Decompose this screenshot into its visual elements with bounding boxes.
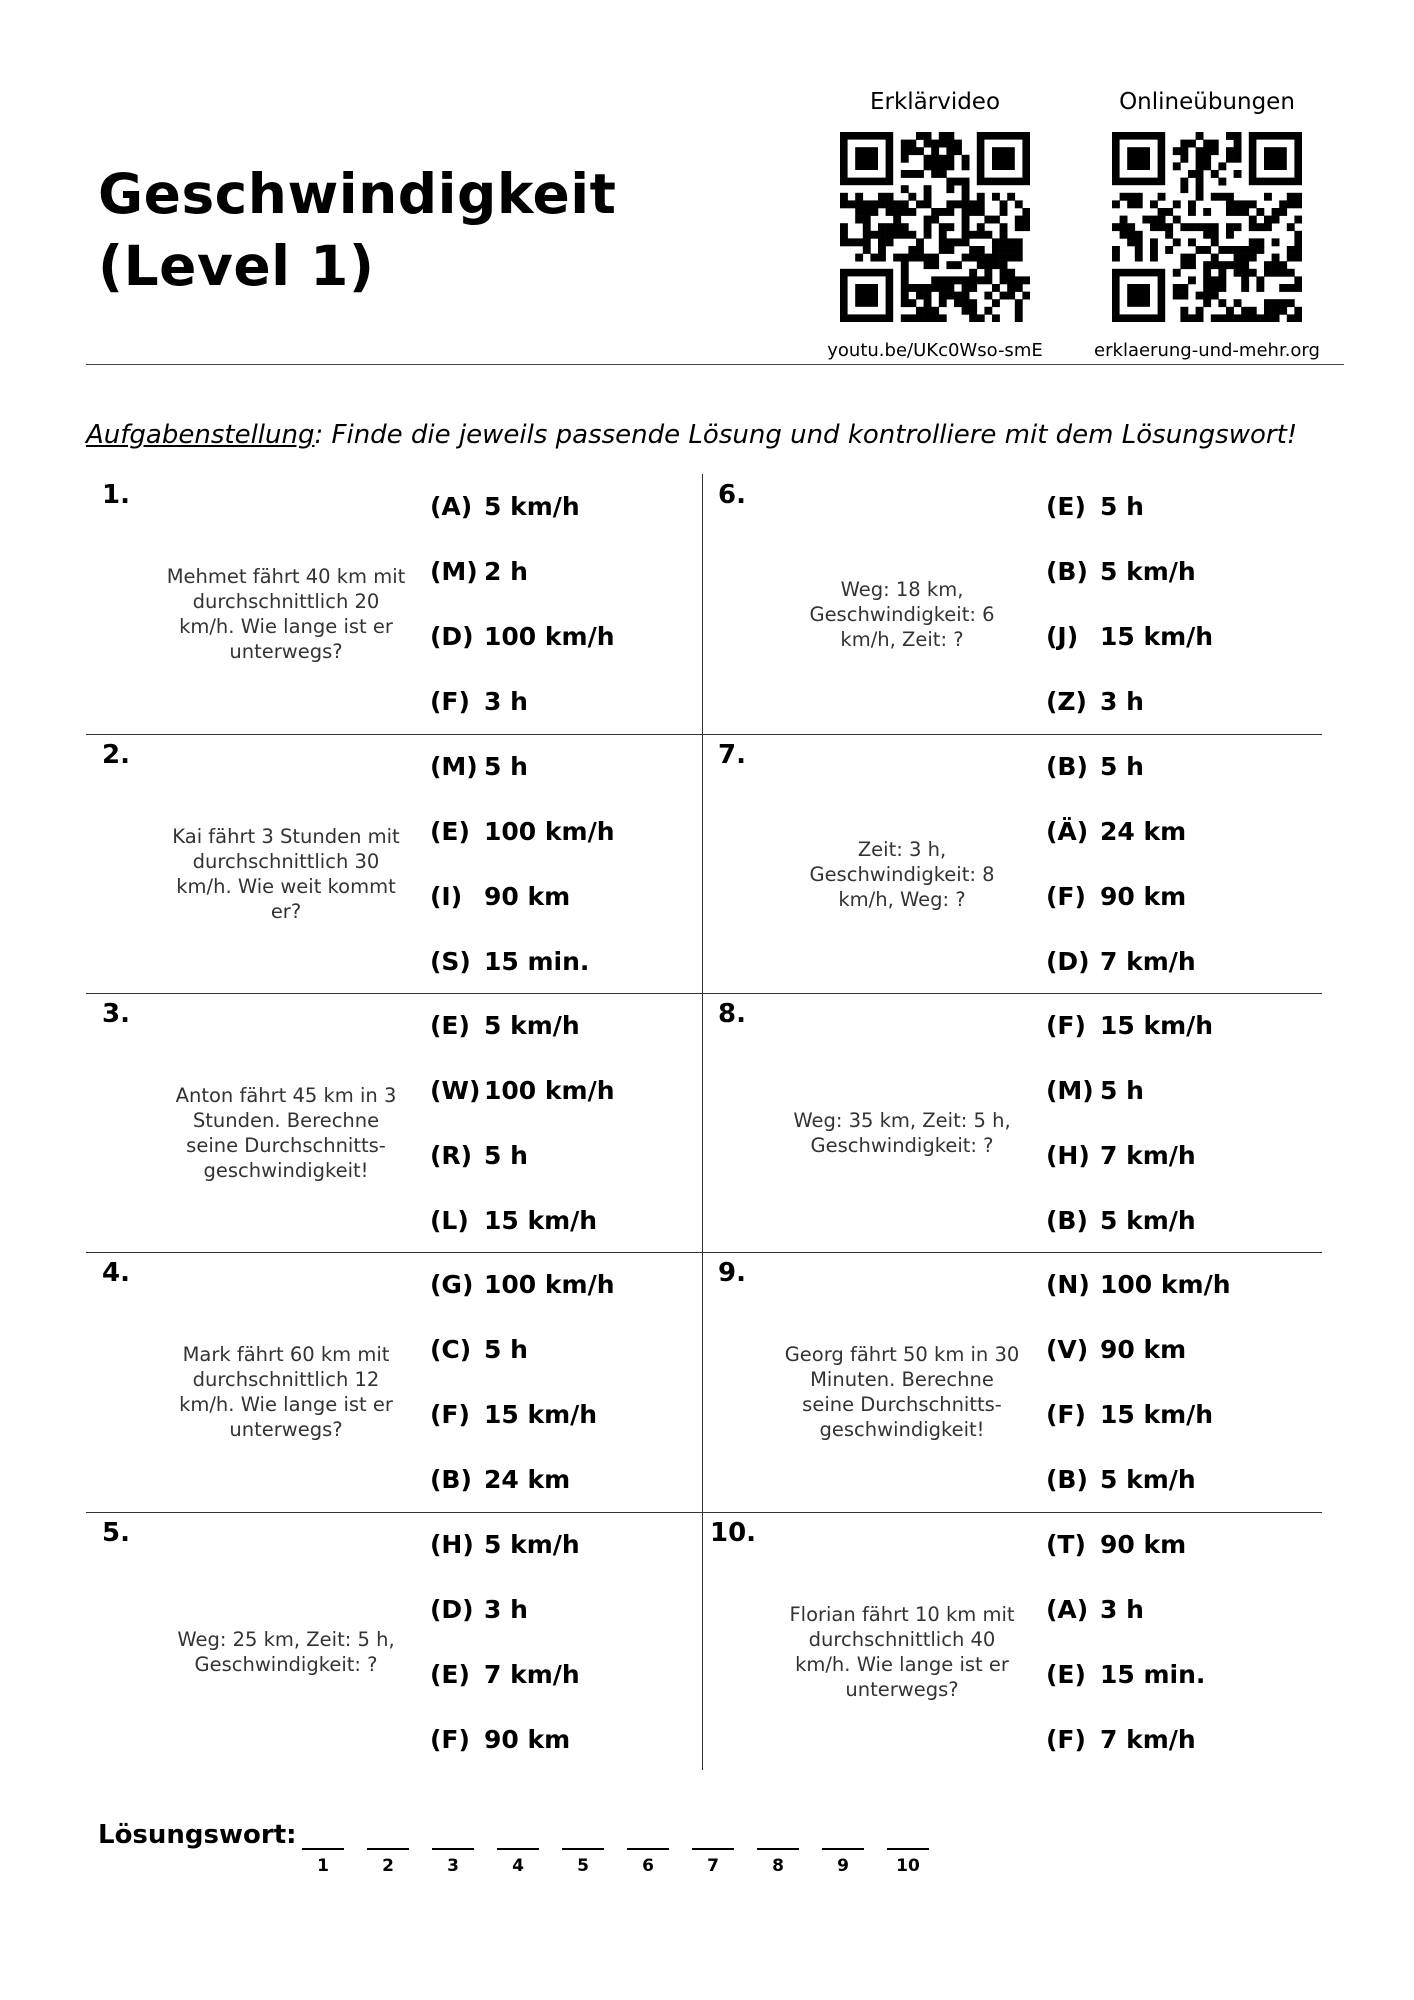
answer-option [1046,734,1318,799]
task-6 [702,474,1318,734]
task-number: 4. [102,1258,130,1288]
answer-option [430,1447,702,1512]
task-number: 7. [718,740,746,770]
task-number: 10. [710,1518,757,1548]
answer-options [430,1252,702,1512]
task-question: Weg: 35 km, Zeit: 5 h, Geschwindigkeit: ? [793,1109,1011,1157]
answer-value: 7 km/h [484,1660,580,1689]
answer-value: 100 km/h [484,622,615,651]
task-question: Kai fährt 3 Stunden mit durchschnittlich 30 km/h. Wie weit kommt er? [172,825,400,923]
answer-option [430,993,702,1058]
answer-letter: (F) [1046,1400,1086,1429]
blank-number: 6 [642,1856,654,1876]
answer-letter: (E) [1046,1660,1086,1689]
instruction [86,420,1297,450]
answer-letter: (V) [1046,1335,1089,1364]
solution-blank[interactable] [302,1826,344,1876]
qr-online-label: Onlineübungen [1119,89,1295,115]
instruction-text: : Finde die jeweils passende Lösung und kontrolliere mit dem Lösungswort! [314,420,1298,450]
answer-option [1046,929,1318,994]
answer-option [430,864,702,929]
task-question: Anton fährt 45 km in 3 Stunden. Berechne seine Durchschnitts-geschwindigkeit! [175,1084,397,1182]
answer-letter: (I) [430,882,463,911]
answer-letter: (F) [430,687,470,716]
answer-value: 5 h [1100,1076,1144,1105]
answer-letter: (G) [430,1270,474,1299]
answer-letter: (E) [430,1660,470,1689]
answer-value: 15 min. [484,947,590,976]
answer-value: 3 h [484,1595,528,1624]
answer-value: 5 km/h [484,492,580,521]
answer-option [430,1577,702,1642]
answer-value: 5 h [484,752,528,781]
task-number: 9. [718,1258,746,1288]
answer-value: 90 km [484,882,571,911]
answer-option [430,929,702,994]
answer-options [430,993,702,1253]
answer-letter: (S) [430,947,471,976]
task-question: Weg: 25 km, Zeit: 5 h, Geschwindigkeit: ? [177,1628,395,1676]
task-2 [86,734,702,994]
solution-blank[interactable] [562,1826,604,1876]
task-1 [86,474,702,734]
answer-option [430,1188,702,1253]
answer-letter: (C) [430,1335,472,1364]
answer-value: 7 km/h [1100,1141,1196,1170]
answer-letter: (Z) [1046,687,1087,716]
answer-value: 5 km/h [1100,1206,1196,1235]
answer-option [430,539,702,604]
answer-letter: (D) [430,622,474,651]
task-number: 3. [102,999,130,1029]
answer-option [430,1317,702,1382]
answer-options [430,474,702,734]
answer-option [1046,1447,1318,1512]
task-number: 8. [718,999,746,1029]
answer-option [430,1382,702,1447]
answer-letter: (M) [430,752,478,781]
answer-option [430,1642,702,1707]
answer-letter: (F) [1046,1725,1086,1754]
solution-blanks [302,1826,942,1886]
answer-value: 5 km/h [484,1011,580,1040]
answer-letter: (E) [1046,492,1086,521]
answer-option [430,1252,702,1317]
answer-value: 24 km [1100,817,1187,846]
task-question: Florian fährt 10 km mit durchschnittlich 40 km/h. Wie lange ist er unterwegs? [789,1603,1015,1701]
qr-video-url[interactable]: youtu.be/UKc0Wso-smE [827,340,1043,361]
answer-option [1046,474,1318,539]
qr-code-video[interactable] [840,132,1030,322]
task-8 [702,993,1318,1253]
task-question: Weg: 18 km, Geschwindigkeit: 6 km/h, Zeit: ? [809,577,995,651]
answer-value: 3 h [484,687,528,716]
answer-letter: (B) [430,1465,472,1494]
task-number: 1. [102,480,130,510]
answer-letter: (R) [430,1141,473,1170]
answer-value: 7 km/h [1100,947,1196,976]
blank-number: 10 [896,1856,920,1876]
answer-value: 15 km/h [1100,1011,1214,1040]
answer-letter: (D) [430,1595,474,1624]
task-10 [702,1512,1318,1772]
answer-letter: (T) [1046,1530,1086,1559]
instruction-label: Aufgabenstellung [86,420,315,450]
task-question: Georg fährt 50 km in 30 Minuten. Berechne seine Durchschnitts-geschwindigkeit! [784,1343,1020,1441]
answer-value: 3 h [1100,687,1144,716]
answer-value: 2 h [484,557,528,586]
answer-option [430,1512,702,1577]
answer-value: 100 km/h [484,1270,615,1299]
task-4 [86,1252,702,1512]
task-question: Mehmet fährt 40 km mit durchschnittlich 20 km/h. Wie lange ist er unterwegs? [166,565,406,663]
answer-option [1046,1577,1318,1642]
solution-word-label: Lösungswort: [98,1820,297,1850]
page-title [98,158,616,302]
answer-letter: (E) [430,817,470,846]
answer-option [1046,1252,1318,1317]
answer-option [430,604,702,669]
answer-option [1046,864,1318,929]
solution-blank[interactable] [432,1826,474,1876]
answer-letter: (Ä) [1046,817,1089,846]
answer-value: 7 km/h [1100,1725,1196,1754]
answer-value: 15 min. [1100,1660,1206,1689]
solution-blank[interactable] [367,1826,409,1876]
qr-video-block[interactable] [820,86,1050,361]
answer-options [1046,1252,1318,1512]
answer-value: 5 h [1100,492,1144,521]
answer-letter: (B) [1046,557,1088,586]
blank-number: 4 [512,1856,524,1876]
answer-option [430,1058,702,1123]
answer-value: 100 km/h [1100,1270,1231,1299]
answer-value: 90 km [1100,1335,1187,1364]
answer-option [430,799,702,864]
answer-letter: (F) [430,1725,470,1754]
answer-value: 5 km/h [1100,557,1196,586]
task-5 [86,1512,702,1772]
answer-option [1046,669,1318,734]
solution-blank[interactable] [692,1826,734,1876]
answer-options [430,734,702,994]
answer-letter: (J) [1046,622,1079,651]
answer-option [1046,1058,1318,1123]
answer-option [1046,1707,1318,1772]
blank-number: 3 [447,1856,459,1876]
answer-options [1046,734,1318,994]
solution-blank[interactable] [887,1826,929,1876]
title-line-1: Geschwindigkeit [98,162,617,226]
qr-online-url[interactable]: erklaerung-und-mehr.org [1094,340,1320,361]
answer-options [1046,993,1318,1253]
task-7 [702,734,1318,994]
answer-letter: (F) [1046,1011,1086,1040]
task-question: Zeit: 3 h, Geschwindigkeit: 8 km/h, Weg: ? [809,837,995,911]
answer-option [1046,604,1318,669]
blank-number: 5 [577,1856,589,1876]
answer-option [1046,1512,1318,1577]
answer-options [1046,474,1318,734]
answer-letter: (W) [430,1076,481,1105]
answer-letter: (E) [430,1011,470,1040]
answer-option [430,1707,702,1772]
answer-letter: (A) [430,492,473,521]
answer-value: 24 km [484,1465,571,1494]
answer-option [1046,799,1318,864]
answer-option [1046,1188,1318,1253]
answer-value: 5 km/h [1100,1465,1196,1494]
answer-option [1046,1642,1318,1707]
solution-blank[interactable] [627,1826,669,1876]
answer-letter: (D) [1046,947,1090,976]
answer-letter: (F) [1046,882,1086,911]
answer-value: 15 km/h [1100,1400,1214,1429]
answer-letter: (H) [1046,1141,1090,1170]
answer-options [430,1512,702,1772]
solution-blank[interactable] [757,1826,799,1876]
blank-number: 2 [382,1856,394,1876]
solution-blank[interactable] [822,1826,864,1876]
answer-value: 15 km/h [1100,622,1214,651]
answer-value: 100 km/h [484,817,615,846]
answer-letter: (B) [1046,1206,1088,1235]
blank-number: 8 [772,1856,784,1876]
answer-value: 5 km/h [484,1530,580,1559]
task-9 [702,1252,1318,1512]
answer-letter: (B) [1046,752,1088,781]
blank-number: 1 [317,1856,329,1876]
answer-option [1046,993,1318,1058]
answer-value: 5 h [484,1335,528,1364]
answer-option [1046,1317,1318,1382]
task-number: 2. [102,740,130,770]
qr-video-label: Erklärvideo [869,89,1001,115]
answer-option [1046,1382,1318,1447]
answer-value: 90 km [1100,882,1187,911]
task-number: 6. [718,480,746,510]
answer-letter: (F) [430,1400,470,1429]
solution-blank[interactable] [497,1826,539,1876]
answer-value: 15 km/h [484,1206,598,1235]
answer-value: 5 h [484,1141,528,1170]
answer-value: 5 h [1100,752,1144,781]
answer-letter: (A) [1046,1595,1089,1624]
header-divider [86,364,1344,365]
answer-value: 90 km [484,1725,571,1754]
answer-letter: (H) [430,1530,474,1559]
blank-number: 7 [707,1856,719,1876]
answer-letter: (N) [1046,1270,1090,1299]
answer-option [1046,539,1318,604]
answer-option [430,474,702,539]
qr-online-block[interactable] [1092,86,1322,361]
task-number: 5. [102,1518,130,1548]
answer-letter: (M) [430,557,478,586]
task-3 [86,993,702,1253]
blank-number: 9 [837,1856,849,1876]
answer-value: 100 km/h [484,1076,615,1105]
qr-code-online[interactable] [1112,132,1302,322]
answer-value: 3 h [1100,1595,1144,1624]
answer-letter: (L) [430,1206,469,1235]
answer-letter: (M) [1046,1076,1094,1105]
answer-option [1046,1123,1318,1188]
answer-value: 90 km [1100,1530,1187,1559]
title-line-2: (Level 1) [98,234,375,298]
answer-option [430,669,702,734]
answer-option [430,734,702,799]
answer-option [430,1123,702,1188]
answer-options [1046,1512,1318,1772]
answer-letter: (B) [1046,1465,1088,1494]
answer-value: 15 km/h [484,1400,598,1429]
task-question: Mark fährt 60 km mit durchschnittlich 12 km/h. Wie lange ist er unterwegs? [179,1343,393,1441]
